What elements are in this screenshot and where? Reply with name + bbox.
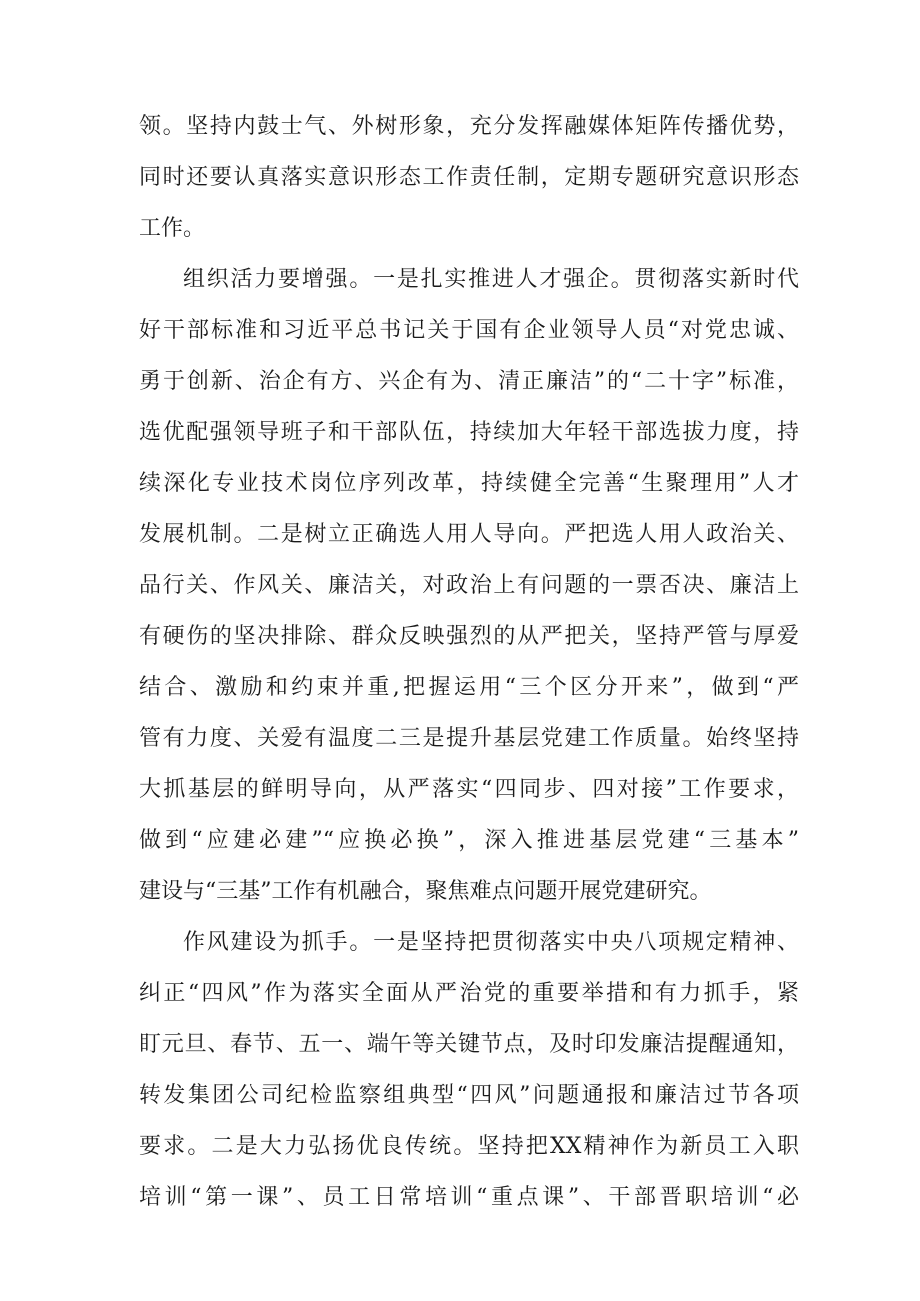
text-line: 管有力度、关爱有温度二三是提升基层党建工作质量。始终坚持 — [139, 726, 799, 751]
text-line: 要求。二是大力弘扬优良传统。坚持把XX精神作为新员工入职 — [139, 1134, 799, 1159]
text-line: 发展机制。二是树立正确选人用人导向。严把选人用人政治关、 — [139, 522, 799, 547]
text-line: 建设与“三基”工作有机融合，聚焦难点问题开展党建研究。 — [139, 879, 712, 904]
text-line: 盯元旦、春节、五一、端午等关键节点，及时印发廉洁提醒通知， — [139, 1032, 799, 1057]
text-line: 培训“第一课”、员工日常培训“重点课”、干部晋职培训“必 — [139, 1185, 799, 1210]
text-line: 纠正“四风”作为落实全面从严治党的重要举措和有力抓手，紧 — [139, 981, 799, 1006]
text-line: 大抓基层的鲜明导向，从严落实“四同步、四对接”工作要求， — [139, 777, 799, 802]
text-line: 同时还要认真落实意识形态工作责任制，定期专题研究意识形态 — [139, 165, 799, 190]
text-line: 转发集团公司纪检监察组典型“四风”问题通报和廉洁过节各项 — [139, 1083, 799, 1108]
text-line: 结合、激励和约束并重,把握运用“三个区分开来”，做到“严 — [139, 675, 799, 700]
text-line: 好干部标准和习近平总书记关于国有企业领导人员“对党忠诚、 — [139, 318, 799, 343]
text-line: 领。坚持内鼓士气、外树形象，充分发挥融媒体矩阵传播优势， — [139, 114, 799, 139]
text-line: 作风建设为抓手。一是坚持把贯彻落实中央八项规定精神、 — [183, 930, 799, 955]
text-line: 做到“应建必建”“应换必换”，深入推进基层党建“三基本” — [139, 828, 799, 853]
text-line: 品行关、作风关、廉洁关，对政治上有问题的一票否决、廉洁上 — [139, 573, 799, 598]
text-line: 工作。 — [139, 216, 206, 241]
text-line: 组织活力要增强。一是扎实推进人才强企。贯彻落实新时代 — [183, 267, 799, 292]
text-line: 勇于创新、治企有方、兴企有为、清正廉洁”的“二十字”标准， — [139, 369, 799, 394]
text-line: 选优配强领导班子和干部队伍，持续加大年轻干部选拔力度，持 — [139, 420, 799, 445]
text-line: 续深化专业技术岗位序列改革，持续健全完善“生聚理用”人才 — [139, 471, 799, 496]
text-line: 有硬伤的坚决排除、群众反映强烈的从严把关，坚持严管与厚爱 — [139, 624, 799, 649]
